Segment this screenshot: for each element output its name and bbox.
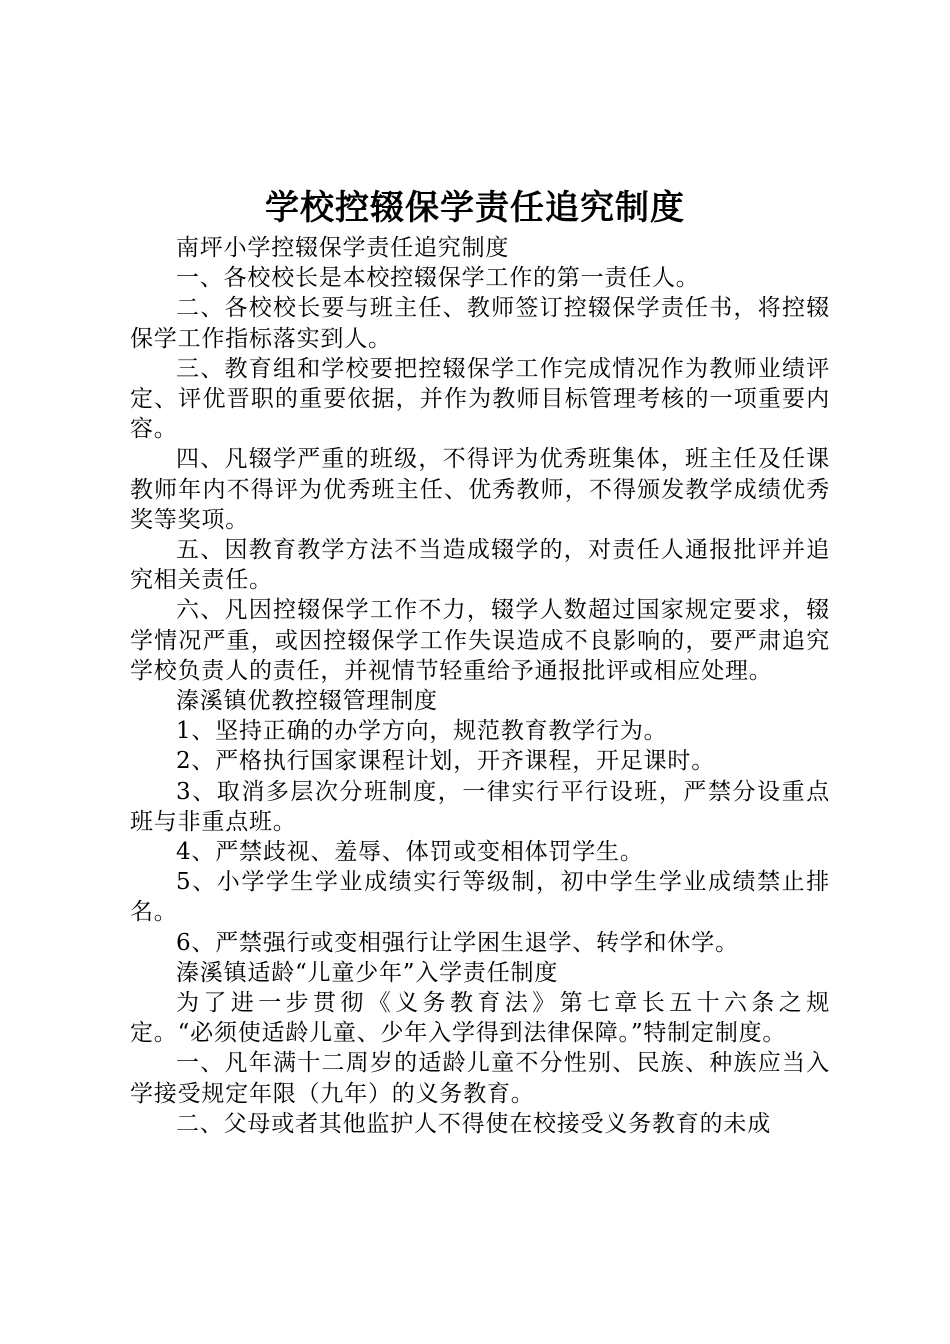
paragraph: 一、各校校长是本校控辍保学工作的第一责任人。 [176,265,700,292]
paragraph: 6、严禁强行或变相强行让学困生退学、转学和休学。 [176,929,739,956]
paragraph: 二、各校校长要与班主任、教师签订控辍保学责任书，将控辍保学工作指标落实到人。 [130,295,830,352]
paragraph: 为了进一步贯彻《义务教育法》第七章长五十六条之规定。“必须使适龄儿童、少年入学得到法律保障。”特制定制度。 [130,990,830,1047]
paragraph: 一、凡年满十二周岁的适龄儿童不分性别、民族、种族应当入学接受规定年限（九年）的义务教育。 [130,1050,830,1107]
paragraph: 5、小学学生学业成绩实行等级制，初中学生学业成绩禁止排名。 [130,869,830,926]
paragraph: 二、父母或者其他监护人不得使在校接受义务教育的未成 [176,1110,771,1137]
paragraph: 2、严格执行国家课程计划，开齐课程，开足课时。 [176,748,716,775]
paragraph: 3、取消多层次分班制度，一律实行平行设班，严禁分设重点班与非重点班。 [130,778,830,835]
paragraph: 溱溪镇适龄“儿童少年”入学责任制度 [176,959,559,986]
paragraph: 4、严禁歧视、羞辱、体罚或变相体罚学生。 [176,839,644,866]
paragraph: 三、教育组和学校要把控辍保学工作完成情况作为教师业绩评定、评优晋职的重要依据，并作为教师目标管理考核的一项重要内容。 [130,355,830,443]
paragraph: 1、坚持正确的办学方向，规范教育教学行为。 [176,718,668,745]
document-body [130,233,830,1139]
paragraph: 六、凡因控辍保学工作不力，辍学人数超过国家规定要求，辍学情况严重，或因控辍保学工作失误造成不良影响的，要严肃追究学校负责人的责任，并视情节轻重给予通报批评或相应处理。 [130,597,830,684]
paragraph: 南坪小学控辍保学责任追究制度 [176,235,510,261]
paragraph: 溱溪镇优教控辍管理制度 [176,688,438,715]
paragraph: 五、因教育教学方法不当造成辍学的，对责任人通报批评并追究相关责任。 [130,537,830,594]
paragraph: 四、凡辍学严重的班级，不得评为优秀班集体，班主任及任课教师年内不得评为优秀班主任、优秀教师，不得颁发教学成绩优秀奖等奖项。 [130,446,830,533]
document-title: 学校控辍保学责任追究制度 [265,188,685,228]
